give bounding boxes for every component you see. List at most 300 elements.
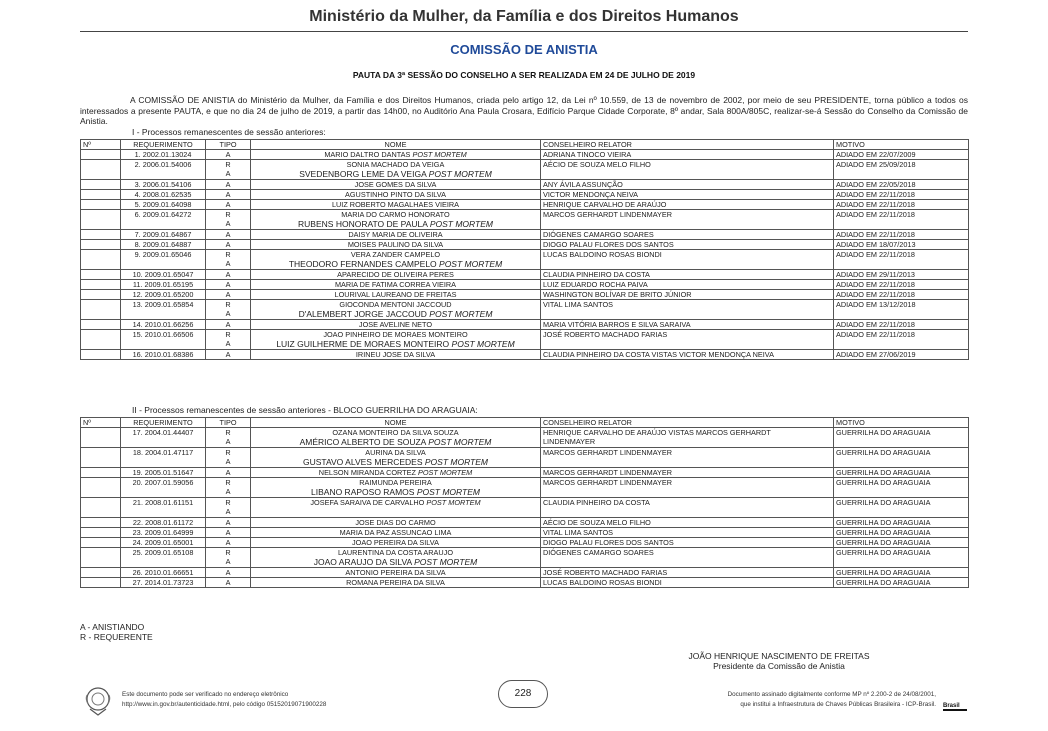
nome-line bbox=[253, 180, 538, 189]
cell-motivo: GUERRILHA DO ARAGUAIA bbox=[834, 528, 969, 538]
nome-text: JOSEFA SARAIVA DE CARVALHO bbox=[310, 498, 425, 507]
nome-line bbox=[253, 448, 538, 457]
tipo-value: A bbox=[225, 468, 231, 477]
cell-conselheiro bbox=[541, 280, 834, 290]
post-mortem-tag: POST MORTEM bbox=[412, 150, 467, 159]
cell-num bbox=[81, 448, 121, 468]
post-mortem-tag: POST MORTEM bbox=[424, 457, 488, 467]
cell-tipo bbox=[206, 280, 251, 290]
table-header-row bbox=[81, 140, 969, 150]
conselheiro-text: MARCOS GERHARDT LINDENMAYER bbox=[543, 448, 673, 457]
cell-tipo bbox=[206, 538, 251, 548]
cell-conselheiro bbox=[541, 180, 834, 190]
cell-num bbox=[81, 468, 121, 478]
cell-num bbox=[81, 190, 121, 200]
tipo-value-2: A bbox=[225, 339, 231, 348]
cell-num bbox=[81, 330, 121, 350]
cell-nome bbox=[251, 498, 541, 518]
post-mortem-tag: POST MORTEM bbox=[439, 259, 503, 269]
cell-nome bbox=[251, 578, 541, 588]
nome-line-2 bbox=[253, 339, 538, 349]
legend bbox=[80, 622, 153, 642]
table-row bbox=[81, 320, 969, 330]
nome-line bbox=[253, 548, 538, 557]
cell-num bbox=[81, 200, 121, 210]
signature-block bbox=[650, 651, 908, 671]
tipo-value-2: A bbox=[225, 437, 231, 446]
nome-text: OZANA MONTEIRO DA SILVA SOUZA bbox=[332, 428, 459, 437]
table-row bbox=[81, 280, 969, 290]
conselheiro-text: ANY ÁVILA ASSUNÇÃO bbox=[543, 180, 623, 189]
table-row bbox=[81, 538, 969, 548]
tipo-value: R bbox=[225, 210, 231, 219]
cell-tipo bbox=[206, 200, 251, 210]
cell-conselheiro bbox=[541, 428, 834, 448]
tipo-value: R bbox=[225, 300, 231, 309]
table-row bbox=[81, 498, 969, 518]
cell-nome bbox=[251, 518, 541, 528]
cell-conselheiro bbox=[541, 160, 834, 180]
nome-line bbox=[253, 350, 538, 359]
nome-text: RAIMUNDA PEREIRA bbox=[359, 478, 432, 487]
cell-tipo bbox=[206, 300, 251, 320]
table-row bbox=[81, 478, 969, 498]
tipo-value: A bbox=[225, 180, 231, 189]
cell-motivo: ADIADO EM 22/11/2018 bbox=[834, 210, 969, 230]
tipo-value: R bbox=[225, 330, 231, 339]
cell-conselheiro bbox=[541, 200, 834, 210]
cell-tipo bbox=[206, 330, 251, 350]
col-header-tipo: TIPO bbox=[206, 418, 251, 428]
conselheiro-text: DIÓGENES CAMARGO SOARES bbox=[543, 548, 654, 557]
nome-line-2 bbox=[253, 557, 538, 567]
page-number: 228 bbox=[498, 680, 548, 708]
conselheiro-text: WASHINGTON BOLÍVAR DE BRITO JÚNIOR bbox=[543, 290, 692, 299]
cell-requerimento: 27. 2014.01.73723 bbox=[121, 578, 206, 588]
col-header-tipo: TIPO bbox=[206, 140, 251, 150]
col-header-requerimento: REQUERIMENTO bbox=[121, 418, 206, 428]
cell-conselheiro bbox=[541, 528, 834, 538]
tipo-value: A bbox=[225, 270, 231, 279]
cell-tipo bbox=[206, 190, 251, 200]
col-header-num: Nº bbox=[81, 418, 121, 428]
tipo-value: A bbox=[225, 150, 231, 159]
tipo-value: A bbox=[225, 200, 231, 209]
nome-line bbox=[253, 270, 538, 279]
table-row bbox=[81, 568, 969, 578]
cell-nome bbox=[251, 200, 541, 210]
cell-tipo bbox=[206, 578, 251, 588]
table-row bbox=[81, 290, 969, 300]
nome-line bbox=[253, 518, 538, 527]
cell-motivo: ADIADO EM 22/11/2018 bbox=[834, 290, 969, 300]
legend-item-requerente: R - REQUERENTE bbox=[80, 632, 153, 642]
nome-line bbox=[253, 210, 538, 219]
cell-num bbox=[81, 548, 121, 568]
tipo-value: R bbox=[225, 160, 231, 169]
cell-num bbox=[81, 538, 121, 548]
post-mortem-tag: POST MORTEM bbox=[429, 309, 493, 319]
tipo-value: A bbox=[225, 190, 231, 199]
cell-nome bbox=[251, 428, 541, 448]
nome-line bbox=[253, 250, 538, 259]
col-header-motivo: MOTIVO bbox=[834, 418, 969, 428]
nome-text: AURINA DA SILVA bbox=[365, 448, 426, 457]
cell-tipo bbox=[206, 270, 251, 280]
cell-motivo: ADIADO EM 27/06/2019 bbox=[834, 350, 969, 360]
conselheiro-text: VICTOR MENDONÇA NEIVA bbox=[543, 190, 639, 199]
tipo-value: A bbox=[225, 528, 231, 537]
table-row bbox=[81, 190, 969, 200]
tipo-value-2: A bbox=[225, 457, 231, 466]
nome-line bbox=[253, 468, 538, 477]
nome-text: JOSE GOMES DA SILVA bbox=[354, 180, 437, 189]
nome-text: NELSON MIRANDA CORTEZ bbox=[318, 468, 416, 477]
cell-num bbox=[81, 230, 121, 240]
cell-nome bbox=[251, 468, 541, 478]
cell-nome bbox=[251, 528, 541, 538]
cell-tipo bbox=[206, 498, 251, 518]
nome-text: MARIA DA PAZ ASSUNCAO LIMA bbox=[339, 528, 452, 537]
nome-text-2: LIBANO RAPOSO RAMOS bbox=[311, 487, 415, 497]
cell-nome bbox=[251, 270, 541, 280]
table-row bbox=[81, 468, 969, 478]
cell-nome bbox=[251, 240, 541, 250]
cell-nome bbox=[251, 448, 541, 468]
cell-tipo bbox=[206, 180, 251, 190]
cell-tipo bbox=[206, 428, 251, 448]
conselheiro-text: JOSÉ ROBERTO MACHADO FARIAS bbox=[543, 330, 668, 339]
nome-text: ANTONIO PEREIRA DA SILVA bbox=[345, 568, 446, 577]
cell-nome bbox=[251, 568, 541, 578]
nome-text: MOISES PAULINO DA SILVA bbox=[347, 240, 444, 249]
cell-motivo: ADIADO EM 22/11/2018 bbox=[834, 320, 969, 330]
nome-text: ROMANA PEREIRA DA SILVA bbox=[346, 578, 445, 587]
conselheiro-text: CLAUDIA PINHEIRO DA COSTA bbox=[543, 270, 650, 279]
cell-requerimento: 5. 2009.01.64098 bbox=[121, 200, 206, 210]
nome-line-2 bbox=[253, 309, 538, 319]
cell-motivo: GUERRILHA DO ARAGUAIA bbox=[834, 538, 969, 548]
cell-nome bbox=[251, 538, 541, 548]
cell-motivo: ADIADO EM 22/11/2018 bbox=[834, 250, 969, 270]
cell-requerimento: 13. 2009.01.65854 bbox=[121, 300, 206, 320]
intro-text: A COMISSÃO DE ANISTIA do Ministério da Mulher, da Família e dos Direitos Humanos, criada pelo artigo 12, da Lei nº 10.559, de 13 de novembro de 2002, por meio de seu PRESIDENTE, torna público a todos os interessados a presente PAUTA, e que no dia 24 de julho de 2019, a partir das 14h00, no Auditório Ana Paula Crosara, Edifício Parque Cidade Corporate, 8º andar, Sala 800A/805C, realizar-se-á Sessão do Conselho da Comissão de Anistia. bbox=[80, 95, 968, 126]
nome-text: JOAO PEREIRA DA SILVA bbox=[352, 538, 439, 547]
cell-motivo: ADIADO EM 22/07/2009 bbox=[834, 150, 969, 160]
cell-requerimento: 19. 2005.01.51647 bbox=[121, 468, 206, 478]
nome-line-2 bbox=[253, 437, 538, 447]
cell-conselheiro bbox=[541, 150, 834, 160]
cell-nome bbox=[251, 160, 541, 180]
table-row bbox=[81, 160, 969, 180]
cell-tipo bbox=[206, 160, 251, 180]
post-mortem-tag: POST MORTEM bbox=[428, 169, 492, 179]
tipo-value: A bbox=[225, 350, 231, 359]
cell-requerimento: 14. 2010.01.66256 bbox=[121, 320, 206, 330]
nome-line bbox=[253, 280, 538, 289]
table-row bbox=[81, 180, 969, 190]
nome-line bbox=[253, 200, 538, 209]
cell-motivo: GUERRILHA DO ARAGUAIA bbox=[834, 578, 969, 588]
cell-requerimento: 18. 2004.01.47117 bbox=[121, 448, 206, 468]
nome-text: AGUSTINHO PINTO DA SILVA bbox=[345, 190, 446, 199]
table-row bbox=[81, 240, 969, 250]
cell-requerimento: 24. 2009.01.65001 bbox=[121, 538, 206, 548]
post-mortem-tag: POST MORTEM bbox=[414, 557, 478, 567]
conselheiro-text: DIÓGENES CAMARGO SOARES bbox=[543, 230, 654, 239]
cell-nome bbox=[251, 548, 541, 568]
cell-num bbox=[81, 518, 121, 528]
cell-nome bbox=[251, 478, 541, 498]
tipo-value: A bbox=[225, 578, 231, 587]
nome-text: APARECIDO DE OLIVEIRA PERES bbox=[337, 270, 454, 279]
footer-left-line2[interactable]: http://www.in.gov.br/autenticidade.html, pelo código 05152019071900228 bbox=[122, 701, 327, 708]
cell-conselheiro bbox=[541, 578, 834, 588]
footer-left-line1: Este documento pode ser verificado no endereço eletrônico bbox=[122, 691, 289, 698]
tipo-value: A bbox=[225, 320, 231, 329]
nome-text-2: RUBENS HONORATO DE PAULA bbox=[298, 219, 428, 229]
cell-requerimento: 20. 2007.01.59056 bbox=[121, 478, 206, 498]
table-row bbox=[81, 518, 969, 528]
cell-conselheiro bbox=[541, 290, 834, 300]
cell-motivo: GUERRILHA DO ARAGUAIA bbox=[834, 498, 969, 518]
cell-num bbox=[81, 498, 121, 518]
conselheiro-text: HENRIQUE CARVALHO DE ARAÚJO bbox=[543, 200, 667, 209]
cell-requerimento: 1. 2002.01.13024 bbox=[121, 150, 206, 160]
post-mortem-tag: POST MORTEM bbox=[418, 468, 473, 477]
cell-requerimento: 26. 2010.01.66651 bbox=[121, 568, 206, 578]
section1-title: I - Processos remanescentes de sessão anteriores: bbox=[132, 127, 326, 137]
signature-name: JOÃO HENRIQUE NASCIMENTO DE FREITAS bbox=[688, 651, 870, 661]
icp-brasil-logo-icon bbox=[940, 688, 970, 714]
nome-text: MARIO DALTRO DANTAS bbox=[324, 150, 411, 159]
nome-line bbox=[253, 538, 538, 547]
conselheiro-text-2: LINDENMAYER bbox=[543, 437, 596, 446]
table-row bbox=[81, 578, 969, 588]
cell-nome bbox=[251, 190, 541, 200]
ministry-title: Ministério da Mulher, da Família e dos Direitos Humanos bbox=[309, 8, 739, 25]
cell-requerimento: 9. 2009.01.65046 bbox=[121, 250, 206, 270]
table-row bbox=[81, 528, 969, 538]
tipo-value: A bbox=[225, 568, 231, 577]
cell-requerimento: 8. 2009.01.64887 bbox=[121, 240, 206, 250]
nome-line bbox=[253, 498, 538, 507]
footer-signature-note bbox=[660, 690, 936, 710]
conselheiro-text: LUCAS BALDOINO ROSAS BIONDI bbox=[543, 578, 662, 587]
cell-requerimento: 11. 2009.01.65195 bbox=[121, 280, 206, 290]
cell-conselheiro bbox=[541, 448, 834, 468]
cell-num bbox=[81, 280, 121, 290]
nome-line bbox=[253, 330, 538, 339]
conselheiro-text: DIOGO PALAU FLORES DOS SANTOS bbox=[543, 240, 674, 249]
tipo-value: A bbox=[225, 240, 231, 249]
cell-num bbox=[81, 568, 121, 578]
nome-text: JOSE DIAS DO CARMO bbox=[355, 518, 436, 527]
table-row bbox=[81, 230, 969, 240]
section2-table bbox=[80, 417, 969, 588]
cell-tipo bbox=[206, 528, 251, 538]
nome-line bbox=[253, 190, 538, 199]
signature-role: Presidente da Comissão de Anistia bbox=[713, 661, 845, 671]
cell-motivo: ADIADO EM 25/09/2018 bbox=[834, 160, 969, 180]
cell-conselheiro bbox=[541, 240, 834, 250]
coat-of-arms-icon bbox=[84, 685, 112, 717]
cell-motivo: ADIADO EM 22/11/2018 bbox=[834, 230, 969, 240]
tipo-value-2: A bbox=[225, 507, 231, 516]
nome-line bbox=[253, 300, 538, 309]
cell-motivo: ADIADO EM 29/11/2013 bbox=[834, 270, 969, 280]
post-mortem-tag: POST MORTEM bbox=[429, 219, 493, 229]
cell-conselheiro bbox=[541, 498, 834, 518]
tipo-value: A bbox=[225, 230, 231, 239]
nome-line-2 bbox=[253, 259, 538, 269]
conselheiro-text: LUCAS BALDOINO ROSAS BIONDI bbox=[543, 250, 662, 259]
cell-motivo: GUERRILHA DO ARAGUAIA bbox=[834, 548, 969, 568]
cell-conselheiro bbox=[541, 548, 834, 568]
cell-num bbox=[81, 528, 121, 538]
nome-line bbox=[253, 290, 538, 299]
conselheiro-text: DIOGO PALAU FLORES DOS SANTOS bbox=[543, 538, 674, 547]
pauta-title: PAUTA DA 3ª SESSÃO DO CONSELHO A SER REALIZADA EM 24 DE JULHO DE 2019 bbox=[352, 70, 696, 80]
tipo-value-2: A bbox=[225, 309, 231, 318]
tipo-value: R bbox=[225, 548, 231, 557]
cell-num bbox=[81, 270, 121, 280]
nome-line bbox=[253, 578, 538, 587]
nome-line bbox=[253, 160, 538, 169]
tipo-value-2: A bbox=[225, 259, 231, 268]
conselheiro-text: VITAL LIMA SANTOS bbox=[543, 528, 614, 537]
table-row bbox=[81, 548, 969, 568]
nome-text-2: THEODORO FERNANDES CAMPELO bbox=[288, 259, 437, 269]
cell-num bbox=[81, 150, 121, 160]
tipo-value: R bbox=[225, 428, 231, 437]
cell-conselheiro bbox=[541, 300, 834, 320]
tipo-value-2: A bbox=[225, 557, 231, 566]
table-row bbox=[81, 448, 969, 468]
cell-num bbox=[81, 478, 121, 498]
cell-motivo: GUERRILHA DO ARAGUAIA bbox=[834, 448, 969, 468]
cell-num bbox=[81, 240, 121, 250]
nome-text-2: LUIZ GUILHERME DE MORAES MONTEIRO bbox=[276, 339, 450, 349]
cell-requerimento: 3. 2006.01.54106 bbox=[121, 180, 206, 190]
cell-requerimento: 7. 2009.01.64867 bbox=[121, 230, 206, 240]
col-header-nome: NOME bbox=[251, 418, 541, 428]
conselheiro-text: JOSÉ ROBERTO MACHADO FARIAS bbox=[543, 568, 668, 577]
cell-nome bbox=[251, 250, 541, 270]
cell-requerimento: 17. 2004.01.44407 bbox=[121, 428, 206, 448]
cell-num bbox=[81, 320, 121, 330]
header-rule bbox=[80, 31, 968, 32]
conselheiro-text: MARCOS GERHARDT LINDENMAYER bbox=[543, 468, 673, 477]
cell-nome bbox=[251, 350, 541, 360]
cell-conselheiro bbox=[541, 518, 834, 528]
conselheiro-text: VITAL LIMA SANTOS bbox=[543, 300, 614, 309]
nome-text: JOAO PINHEIRO DE MORAES MONTEIRO bbox=[323, 330, 468, 339]
tipo-value-2: A bbox=[225, 219, 231, 228]
cell-num bbox=[81, 180, 121, 190]
cell-conselheiro bbox=[541, 350, 834, 360]
post-mortem-tag: POST MORTEM bbox=[428, 437, 492, 447]
cell-requerimento: 12. 2009.01.65200 bbox=[121, 290, 206, 300]
cell-tipo bbox=[206, 240, 251, 250]
conselheiro-text: HENRIQUE CARVALHO DE ARAÚJO VISTAS MARCOS GERHARDT bbox=[543, 428, 771, 437]
cell-num bbox=[81, 250, 121, 270]
cell-tipo bbox=[206, 350, 251, 360]
cell-conselheiro bbox=[541, 210, 834, 230]
nome-line bbox=[253, 320, 538, 329]
section2-title: II - Processos remanescentes de sessão anteriores - BLOCO GUERRILHA DO ARAGUAIA: bbox=[132, 405, 478, 415]
table-row bbox=[81, 250, 969, 270]
tipo-value-2: A bbox=[225, 487, 231, 496]
table-row bbox=[81, 300, 969, 320]
post-mortem-tag: POST MORTEM bbox=[426, 498, 481, 507]
cell-tipo bbox=[206, 250, 251, 270]
intro-paragraph bbox=[80, 95, 968, 127]
tipo-value: R bbox=[225, 478, 231, 487]
nome-text: LOURIVAL LAUREANO DE FREITAS bbox=[334, 290, 457, 299]
tipo-value: A bbox=[225, 518, 231, 527]
cell-num bbox=[81, 290, 121, 300]
nome-text: MARIA DE FATIMA CORREA VIEIRA bbox=[334, 280, 457, 289]
col-header-conselheiro: CONSELHEIRO RELATOR bbox=[541, 418, 834, 428]
cell-nome bbox=[251, 330, 541, 350]
cell-nome bbox=[251, 290, 541, 300]
cell-num bbox=[81, 578, 121, 588]
cell-conselheiro bbox=[541, 468, 834, 478]
nome-line bbox=[253, 230, 538, 239]
cell-num bbox=[81, 210, 121, 230]
cell-motivo: ADIADO EM 13/12/2018 bbox=[834, 300, 969, 320]
tipo-value: R bbox=[225, 250, 231, 259]
conselheiro-text: MARIA VITÓRIA BARROS E SILVA SARAIVA bbox=[543, 320, 691, 329]
nome-line bbox=[253, 528, 538, 537]
cell-nome bbox=[251, 180, 541, 190]
cell-nome bbox=[251, 230, 541, 240]
col-header-motivo: MOTIVO bbox=[834, 140, 969, 150]
cell-num bbox=[81, 350, 121, 360]
cell-requerimento: 23. 2009.01.64999 bbox=[121, 528, 206, 538]
footer-verification bbox=[122, 690, 326, 710]
nome-text: IRINEU JOSE DA SILVA bbox=[355, 350, 436, 359]
table-row bbox=[81, 150, 969, 160]
cell-conselheiro bbox=[541, 230, 834, 240]
nome-text: JOSE AVELINE NETO bbox=[358, 320, 433, 329]
nome-text-2: SVEDENBORG LEME DA VEIGA bbox=[299, 169, 427, 179]
conselheiro-text: AÉCIO DE SOUZA MELO FILHO bbox=[543, 160, 651, 169]
cell-motivo: ADIADO EM 22/11/2018 bbox=[834, 190, 969, 200]
tipo-value: A bbox=[225, 538, 231, 547]
cell-motivo: ADIADO EM 22/05/2018 bbox=[834, 180, 969, 190]
col-header-conselheiro: CONSELHEIRO RELATOR bbox=[541, 140, 834, 150]
nome-line bbox=[253, 428, 538, 437]
cell-tipo bbox=[206, 230, 251, 240]
nome-text-2: D'ALEMBERT JORGE JACCOUD bbox=[298, 309, 427, 319]
cell-motivo: ADIADO EM 18/07/2013 bbox=[834, 240, 969, 250]
section1-table bbox=[80, 139, 969, 360]
cell-tipo bbox=[206, 568, 251, 578]
cell-nome bbox=[251, 280, 541, 290]
cell-nome bbox=[251, 300, 541, 320]
col-header-requerimento: REQUERIMENTO bbox=[121, 140, 206, 150]
cell-conselheiro bbox=[541, 190, 834, 200]
tipo-value: A bbox=[225, 280, 231, 289]
cell-motivo: GUERRILHA DO ARAGUAIA bbox=[834, 568, 969, 578]
cell-motivo: GUERRILHA DO ARAGUAIA bbox=[834, 478, 969, 498]
cell-tipo bbox=[206, 150, 251, 160]
col-header-nome: NOME bbox=[251, 140, 541, 150]
nome-line bbox=[253, 478, 538, 487]
conselheiro-text: CLAUDIA PINHEIRO DA COSTA VISTAS VICTOR MENDONÇA NEIVA bbox=[543, 350, 774, 359]
